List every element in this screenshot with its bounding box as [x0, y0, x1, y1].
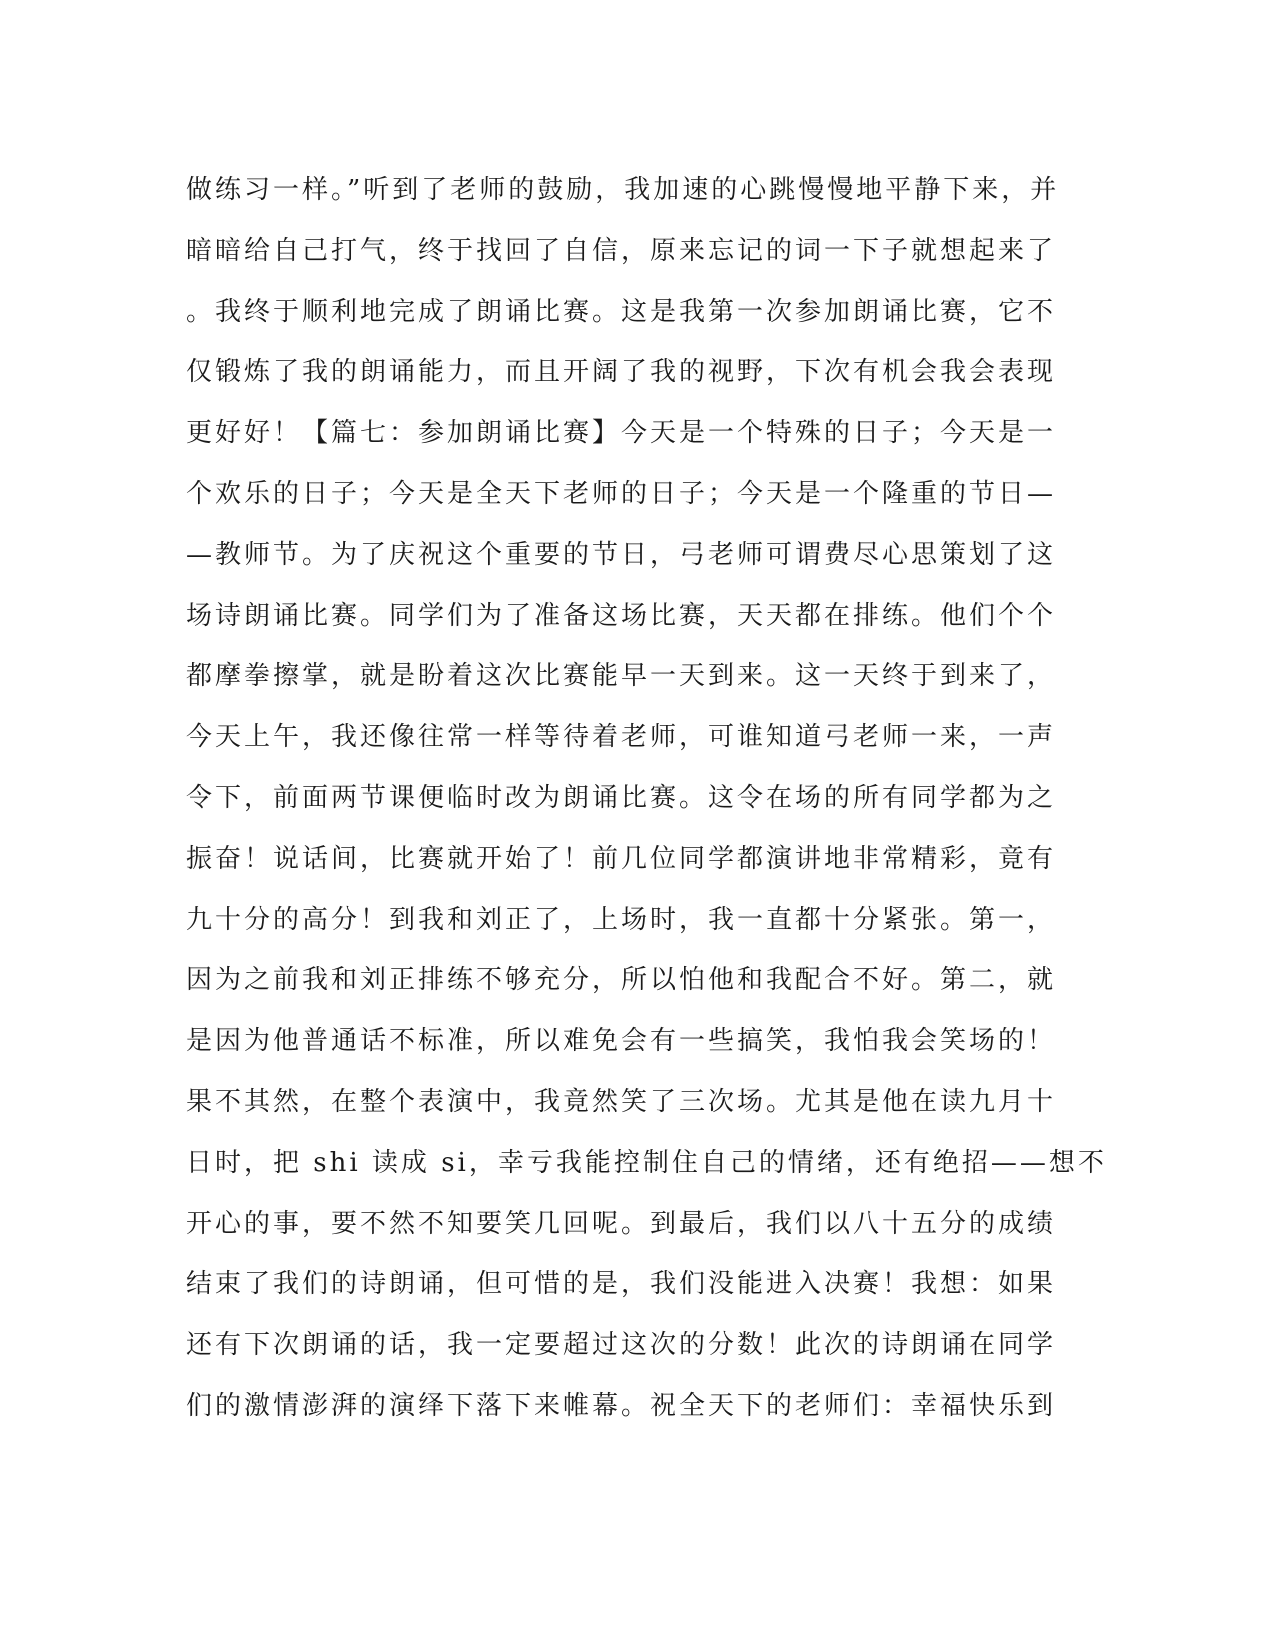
text-line: 令下，前面两节课便临时改为朗诵比赛。这令在场的所有同学都为之 — [186, 782, 1057, 813]
text-line: 结束了我们的诗朗诵，但可惜的是，我们没能进入决赛！我想：如果 — [186, 1269, 1057, 1300]
text-line: 日时，把 shi 读成 si，幸亏我能控制住自己的情绪，还有绝招——想不 — [186, 1147, 1107, 1178]
text-line: 做练习一样。”听到了老师的鼓励，我加速的心跳慢慢地平静下来，并 — [186, 175, 1060, 205]
text-line: 暗暗给自己打气，终于找回了自信，原来忘记的词一下子就想起来了 — [186, 235, 1057, 266]
text-line: 都摩拳擦掌，就是盼着这次比赛能早一天到来。这一天终于到来了， — [186, 661, 1057, 692]
text-line: 更好好！【篇七：参加朗诵比赛】今天是一个特殊的日子；今天是一 — [186, 418, 1057, 449]
text-line: 因为之前我和刘正排练不够充分，所以怕他和我配合不好。第二，就 — [186, 965, 1057, 996]
text-line: 场诗朗诵比赛。同学们为了准备这场比赛，天天都在排练。他们个个 — [186, 600, 1057, 631]
text-line: 仅锻炼了我的朗诵能力，而且开阔了我的视野，下次有机会我会表现 — [186, 357, 1057, 388]
text-line: 是因为他普通话不标准，所以难免会有一些搞笑，我怕我会笑场的！ — [186, 1026, 1057, 1057]
text-line: 九十分的高分！到我和刘正了，上场时，我一直都十分紧张。第一， — [186, 904, 1057, 935]
text-line: 今天上午，我还像往常一样等待着老师，可谁知道弓老师一来，一声 — [186, 722, 1057, 753]
text-line: 开心的事，要不然不知要笑几回呢。到最后，我们以八十五分的成绩 — [186, 1208, 1057, 1239]
text-line: 还有下次朗诵的话，我一定要超过这次的分数！此次的诗朗诵在同学 — [186, 1330, 1057, 1361]
body-text — [186, 160, 1107, 1437]
text-line: 果不其然，在整个表演中，我竟然笑了三次场。尤其是他在读九月十 — [186, 1086, 1057, 1117]
text-line: 个欢乐的日子；今天是全天下老师的日子；今天是一个隆重的节日— — [186, 478, 1057, 509]
text-line: 们的激情澎湃的演绎下落下来帷幕。祝全天下的老师们：幸福快乐到 — [186, 1390, 1057, 1421]
text-line: 。我终于顺利地完成了朗诵比赛。这是我第一次参加朗诵比赛，它不 — [186, 296, 1057, 327]
text-line: —教师节。为了庆祝这个重要的节日，弓老师可谓费尽心思策划了这 — [186, 539, 1057, 570]
text-line: 振奋！说话间，比赛就开始了！前几位同学都演讲地非常精彩，竟有 — [186, 843, 1057, 874]
